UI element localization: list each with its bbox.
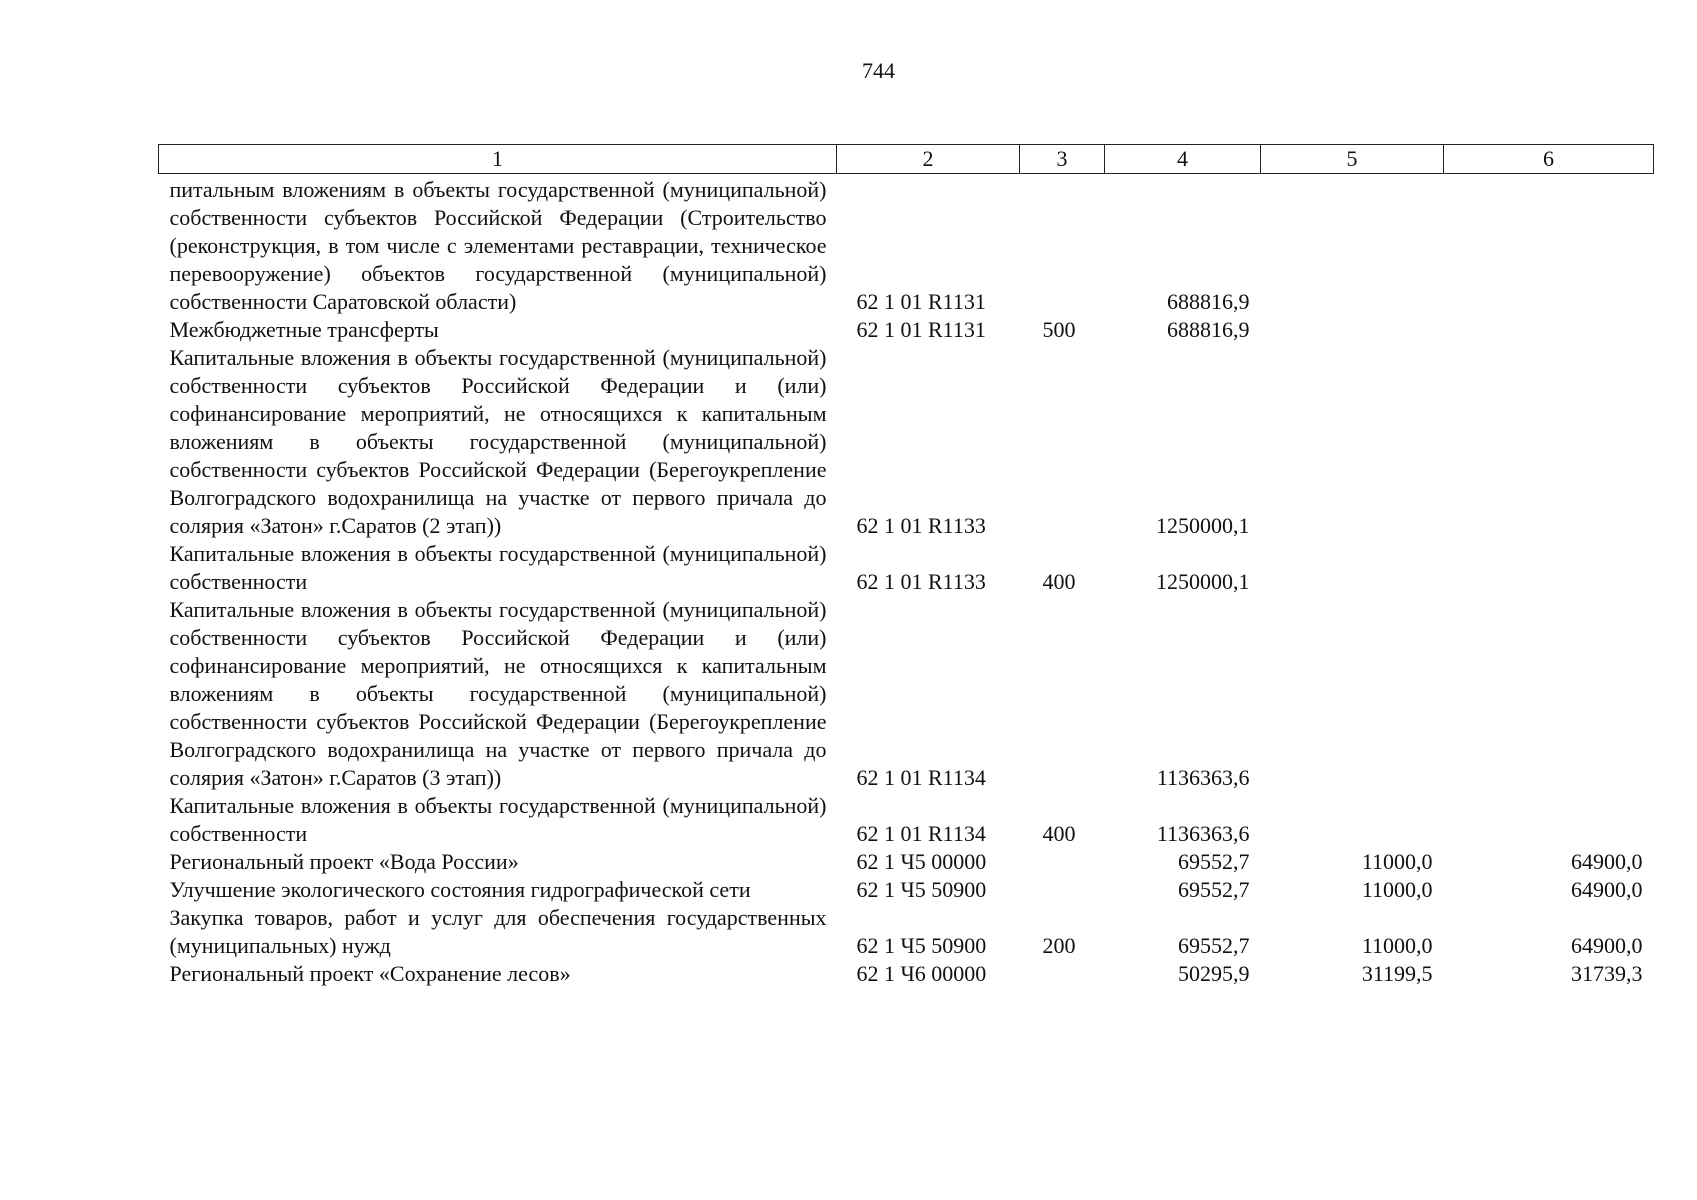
table-row xyxy=(159,792,1654,848)
row-value-4: 688816,9 xyxy=(1167,317,1250,342)
row-name: Межбюджетные трансферты xyxy=(169,317,439,342)
row-value-4: 1250000,1 xyxy=(1156,513,1250,538)
table-row xyxy=(159,904,1654,960)
row-value-4: 688816,9 xyxy=(1167,289,1250,314)
row-code: 62 1 Ч5 50900 xyxy=(856,933,987,958)
table-row xyxy=(159,596,1654,792)
column-header-6: 6 xyxy=(1444,145,1654,174)
row-name: питальным вложениям в объекты государственной (муниципальной) собственности субъектов Российской Федерации (Строительство (реконструкция, в том числе с элементами реставрации, техническое перевооружение) объектов государственной (муниципальной) собственности Саратовской области) xyxy=(169,177,827,314)
row-value-5: 11000,0 xyxy=(1361,877,1433,902)
header-row xyxy=(159,145,1654,174)
row-expense-type xyxy=(1020,848,1105,876)
row-value-6: 64900,0 xyxy=(1571,933,1643,958)
row-value-5 xyxy=(1261,792,1444,848)
row-expense-type xyxy=(1020,174,1105,317)
table-row xyxy=(159,540,1654,596)
row-name: Капитальные вложения в объекты государственной (муниципальной) собственности субъектов Российской Федерации и (или) софинансирование мероприятий, не относящихся к капитальным вложениям в объекты государственной (муниципальной) собственности субъектов Российской Федерации (Берегоукрепление Волгоградского водохранилища на участке от первого причала до солярия «Затон» г.Саратов (2 этап)) xyxy=(169,345,827,538)
row-value-4: 1250000,1 xyxy=(1156,569,1250,594)
row-expense-type: 400 xyxy=(1042,821,1076,846)
row-value-5: 31199,5 xyxy=(1361,961,1433,986)
row-code: 62 1 Ч6 00000 xyxy=(856,961,987,986)
row-name: Капитальные вложения в объекты государственной (муниципальной) собственности xyxy=(169,793,827,846)
row-code: 62 1 01 R1133 xyxy=(856,513,986,538)
row-code: 62 1 01 R1131 xyxy=(856,289,986,314)
row-name: Региональный проект «Вода России» xyxy=(169,849,519,874)
row-value-4: 1136363,6 xyxy=(1156,821,1250,846)
row-value-4: 1136363,6 xyxy=(1156,765,1250,790)
row-value-6 xyxy=(1444,540,1654,596)
row-code: 62 1 01 R1131 xyxy=(856,317,986,342)
page-number: 744 xyxy=(862,58,895,83)
column-header-4: 4 xyxy=(1105,145,1261,174)
row-expense-type xyxy=(1020,876,1105,904)
row-value-5 xyxy=(1261,174,1444,317)
row-code: 62 1 01 R1133 xyxy=(856,569,986,594)
row-name: Капитальные вложения в объекты государственной (муниципальной) собственности xyxy=(169,541,827,594)
row-expense-type: 500 xyxy=(1042,317,1076,342)
row-code: 62 1 Ч5 50900 xyxy=(856,877,987,902)
budget-table xyxy=(158,144,1654,988)
row-value-6 xyxy=(1444,174,1654,317)
column-header-2: 2 xyxy=(837,145,1020,174)
row-expense-type xyxy=(1020,596,1105,792)
column-header-3: 3 xyxy=(1020,145,1105,174)
row-value-4: 69552,7 xyxy=(1178,877,1250,902)
row-value-4: 69552,7 xyxy=(1178,933,1250,958)
row-value-5 xyxy=(1261,316,1444,344)
table-body xyxy=(159,174,1654,989)
row-value-6: 64900,0 xyxy=(1571,849,1643,874)
row-value-5: 11000,0 xyxy=(1361,933,1433,958)
table-row xyxy=(159,316,1654,344)
row-value-5: 11000,0 xyxy=(1361,849,1433,874)
table-row xyxy=(159,848,1654,876)
row-code: 62 1 Ч5 00000 xyxy=(856,849,987,874)
row-value-5 xyxy=(1261,596,1444,792)
column-header-1: 1 xyxy=(159,145,837,174)
row-value-4: 69552,7 xyxy=(1178,849,1250,874)
column-header-5: 5 xyxy=(1261,145,1444,174)
row-value-6: 64900,0 xyxy=(1571,877,1643,902)
row-expense-type: 400 xyxy=(1042,569,1076,594)
row-expense-type: 200 xyxy=(1042,933,1076,958)
table-row xyxy=(159,960,1654,988)
row-expense-type xyxy=(1020,344,1105,540)
row-value-6 xyxy=(1444,792,1654,848)
row-name: Региональный проект «Сохранение лесов» xyxy=(169,961,571,986)
row-name: Капитальные вложения в объекты государственной (муниципальной) собственности субъектов Российской Федерации и (или) софинансирование мероприятий, не относящихся к капитальным вложениям в объекты государственной (муниципальной) собственности субъектов Российской Федерации (Берегоукрепление Волгоградского водохранилища на участке от первого причала до солярия «Затон» г.Саратов (3 этап)) xyxy=(169,597,827,790)
row-value-5 xyxy=(1261,344,1444,540)
row-value-6 xyxy=(1444,344,1654,540)
row-value-4: 50295,9 xyxy=(1178,961,1250,986)
row-code: 62 1 01 R1134 xyxy=(856,765,986,790)
table-row xyxy=(159,174,1654,317)
row-value-6 xyxy=(1444,316,1654,344)
row-expense-type xyxy=(1020,960,1105,988)
row-value-5 xyxy=(1261,540,1444,596)
table-row xyxy=(159,876,1654,904)
row-value-6: 31739,3 xyxy=(1571,961,1643,986)
table-header xyxy=(159,145,1654,174)
row-value-6 xyxy=(1444,596,1654,792)
row-name: Закупка товаров, работ и услуг для обеспечения государственных (муниципальных) нужд xyxy=(169,905,827,958)
row-code: 62 1 01 R1134 xyxy=(856,821,986,846)
table-row xyxy=(159,344,1654,540)
row-name: Улучшение экологического состояния гидрографической сети xyxy=(169,877,751,902)
